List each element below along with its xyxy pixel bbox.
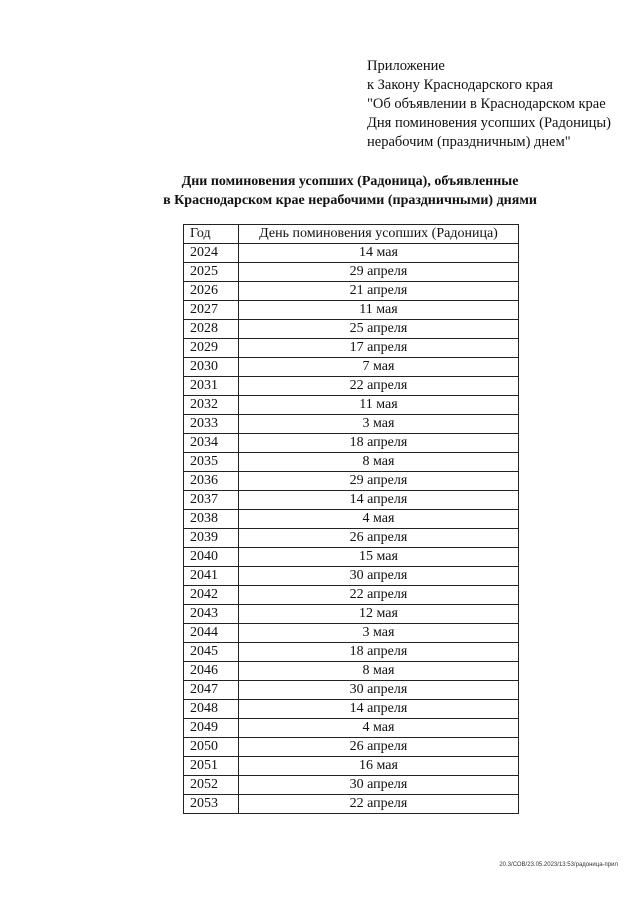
table-row [184, 510, 519, 529]
appendix-note [367, 57, 632, 152]
year-cell: 2037 [184, 491, 239, 510]
table-row [184, 795, 519, 814]
year-cell: 2053 [184, 795, 239, 814]
date-cell: 18 апреля [239, 434, 519, 453]
date-cell: 22 апреля [239, 586, 519, 605]
date-cell: 15 мая [239, 548, 519, 567]
table-row [184, 529, 519, 548]
table-row [184, 491, 519, 510]
year-cell: 2050 [184, 738, 239, 757]
appendix-line: Приложение [367, 58, 445, 74]
table-row [184, 415, 519, 434]
table-row [184, 434, 519, 453]
year-cell: 2032 [184, 396, 239, 415]
title-line-2: в Краснодарском крае нерабочими (праздничными) днями [163, 193, 537, 208]
year-cell: 2047 [184, 681, 239, 700]
year-cell: 2028 [184, 320, 239, 339]
year-cell: 2051 [184, 757, 239, 776]
table-row [184, 320, 519, 339]
table-header-row [184, 225, 519, 244]
date-cell: 14 апреля [239, 700, 519, 719]
year-cell: 2031 [184, 377, 239, 396]
date-cell: 21 апреля [239, 282, 519, 301]
year-cell: 2025 [184, 263, 239, 282]
year-cell: 2048 [184, 700, 239, 719]
date-cell: 11 мая [239, 396, 519, 415]
date-column-header: День поминовения усопших (Радоница) [239, 225, 519, 244]
table-row [184, 396, 519, 415]
year-cell: 2034 [184, 434, 239, 453]
table-row [184, 643, 519, 662]
year-cell: 2046 [184, 662, 239, 681]
year-cell: 2041 [184, 567, 239, 586]
date-cell: 30 апреля [239, 681, 519, 700]
date-cell: 26 апреля [239, 529, 519, 548]
date-cell: 14 апреля [239, 491, 519, 510]
table-row [184, 301, 519, 320]
table-row [184, 244, 519, 263]
year-cell: 2029 [184, 339, 239, 358]
table-row [184, 377, 519, 396]
date-cell: 3 мая [239, 415, 519, 434]
table-row [184, 776, 519, 795]
footer-stamp: 20.3/СОВ/23.05.2023/13:53/радоница-прил [499, 862, 618, 868]
appendix-line: Дня поминовения усопших (Радоницы) [367, 115, 611, 131]
date-cell: 4 мая [239, 510, 519, 529]
year-cell: 2040 [184, 548, 239, 567]
date-cell: 18 апреля [239, 643, 519, 662]
date-cell: 22 апреля [239, 795, 519, 814]
table-row [184, 567, 519, 586]
date-cell: 17 апреля [239, 339, 519, 358]
date-cell: 3 мая [239, 624, 519, 643]
date-cell: 22 апреля [239, 377, 519, 396]
table-row [184, 738, 519, 757]
year-column-header: Год [184, 225, 239, 244]
table-row [184, 681, 519, 700]
year-cell: 2027 [184, 301, 239, 320]
table-row [184, 700, 519, 719]
year-cell: 2052 [184, 776, 239, 795]
date-cell: 11 мая [239, 301, 519, 320]
table-row [184, 662, 519, 681]
year-cell: 2043 [184, 605, 239, 624]
radonitsa-table [183, 224, 519, 814]
date-cell: 25 апреля [239, 320, 519, 339]
table-row [184, 624, 519, 643]
year-cell: 2044 [184, 624, 239, 643]
date-cell: 7 мая [239, 358, 519, 377]
appendix-line: "Об объявлении в Краснодарском крае [367, 96, 606, 112]
date-cell: 26 апреля [239, 738, 519, 757]
table-row [184, 282, 519, 301]
table-row [184, 472, 519, 491]
appendix-line: к Закону Краснодарского края [367, 77, 553, 93]
table-row [184, 586, 519, 605]
year-cell: 2024 [184, 244, 239, 263]
date-cell: 12 мая [239, 605, 519, 624]
date-cell: 8 мая [239, 453, 519, 472]
title-line-1: Дни поминовения усопших (Радоница), объявленные [181, 174, 519, 189]
date-cell: 30 апреля [239, 567, 519, 586]
table-row [184, 548, 519, 567]
year-cell: 2033 [184, 415, 239, 434]
year-cell: 2049 [184, 719, 239, 738]
year-cell: 2045 [184, 643, 239, 662]
date-cell: 30 апреля [239, 776, 519, 795]
year-cell: 2026 [184, 282, 239, 301]
table-row [184, 605, 519, 624]
table-row [184, 358, 519, 377]
year-cell: 2030 [184, 358, 239, 377]
date-cell: 8 мая [239, 662, 519, 681]
table-row [184, 339, 519, 358]
table-row [184, 453, 519, 472]
year-cell: 2038 [184, 510, 239, 529]
table-row [184, 263, 519, 282]
table-body [184, 244, 519, 814]
date-cell: 14 мая [239, 244, 519, 263]
year-cell: 2035 [184, 453, 239, 472]
table-row [184, 757, 519, 776]
date-cell: 29 апреля [239, 263, 519, 282]
appendix-line: нерабочим (праздничным) днем" [367, 134, 571, 150]
year-cell: 2036 [184, 472, 239, 491]
year-cell: 2042 [184, 586, 239, 605]
date-cell: 29 апреля [239, 472, 519, 491]
year-cell: 2039 [184, 529, 239, 548]
document-title [0, 172, 640, 210]
date-cell: 16 мая [239, 757, 519, 776]
table-row [184, 719, 519, 738]
date-cell: 4 мая [239, 719, 519, 738]
